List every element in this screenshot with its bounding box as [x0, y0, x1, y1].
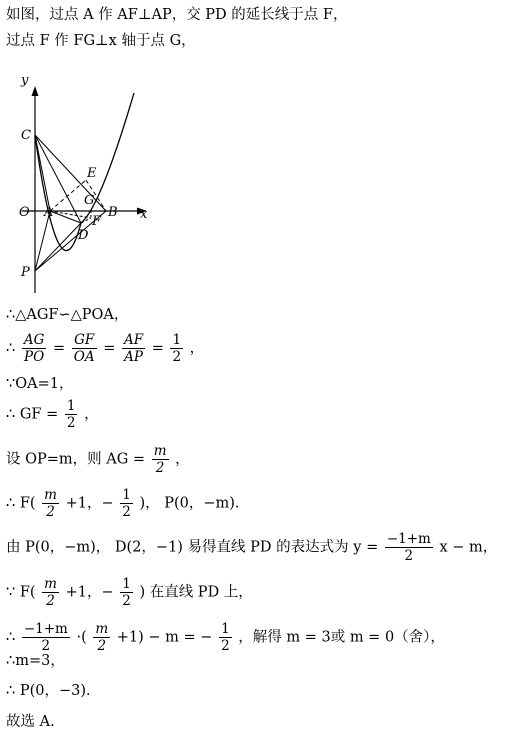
label-B: B — [108, 205, 118, 220]
segment-PA — [35, 211, 50, 271]
label-G: G — [84, 193, 95, 208]
label-E: E — [87, 166, 97, 181]
step-P-coord: ∴ P(0，−3)． — [6, 683, 101, 699]
fraction-AG-PO: $\frac{AG}{PO}$ — [23, 332, 45, 365]
parabola-left — [35, 135, 81, 251]
segment-CA — [35, 135, 50, 211]
step-F-on-PD: ∵ F( $\frac{m}{2}$ +1，− $\frac{1}{2}$ ) 在直线 PD 上， — [6, 576, 253, 609]
dashed-AF — [50, 211, 91, 218]
intro-line-2: 过点 F 作 FG⊥x 轴于点 G， — [6, 33, 196, 49]
label-A: A — [44, 205, 54, 220]
geometry-figure — [14, 68, 154, 298]
step-set-OP: 设 OP=m，则 AG = $\frac{m}{2}$ ， — [6, 443, 190, 476]
fraction-GF-OA: $\frac{GF}{OA}$ — [73, 332, 95, 365]
label-P: P — [21, 265, 30, 280]
fraction-slope: $\frac{-1+m}{2}$ — [386, 531, 431, 564]
y-axis-arrow — [32, 86, 39, 96]
label-x-axis: x — [140, 207, 148, 222]
step-similar-triangles: ∴△AGF∽△POA， — [6, 307, 129, 323]
step-line-PD: 由 P(0，−m)， D(2，−1) 易得直线 PD 的表达式为 y = $\frac{-1+m}{2}$ x − m， — [6, 531, 498, 564]
fraction-one-half: $\frac{1}{2}$ — [172, 332, 182, 365]
step-ratio-equation: ∴ $\frac{AG}{PO}$ = $\frac{GF}{OA}$ = $\frac{AF}{AP}$ = $\frac{1}{2}$ ， — [6, 332, 205, 365]
step-F-P-coords: ∴ F( $\frac{m}{2}$ +1，− $\frac{1}{2}$ )， P(0，−m)． — [6, 487, 250, 520]
step-OA-value: ∵OA=1， — [6, 376, 74, 392]
fraction-AF-AP: $\frac{AF}{AP}$ — [123, 332, 144, 365]
step-GF-value: ∴ GF = $\frac{1}{2}$ ， — [6, 398, 99, 431]
intro-line-1: 如图，过点 A 作 AF⊥AP，交 PD 的延长线于点 F， — [6, 7, 348, 23]
answer: 故选 A. — [6, 714, 55, 730]
dashed-AE — [50, 180, 86, 211]
segment-AD — [50, 211, 81, 223]
label-C: C — [21, 128, 31, 143]
label-F: F — [92, 214, 102, 229]
label-D: D — [78, 228, 89, 243]
fraction-m-half: $\frac{m}{2}$ — [153, 443, 167, 476]
label-y-axis: y — [21, 73, 29, 88]
step-m-value: ∴m=3， — [6, 653, 65, 669]
step-solve-m: ∴ $\frac{-1+m}{2}$ ·( $\frac{m}{2}$ +1) − m = − $\frac{1}{2}$ ，解得 m = 3或 m = 0（舍）， — [6, 621, 445, 654]
label-O: O — [19, 205, 30, 220]
dashed-DF — [81, 218, 91, 223]
segment-PD — [35, 223, 81, 271]
fraction-GF: $\frac{1}{2}$ — [66, 398, 76, 431]
